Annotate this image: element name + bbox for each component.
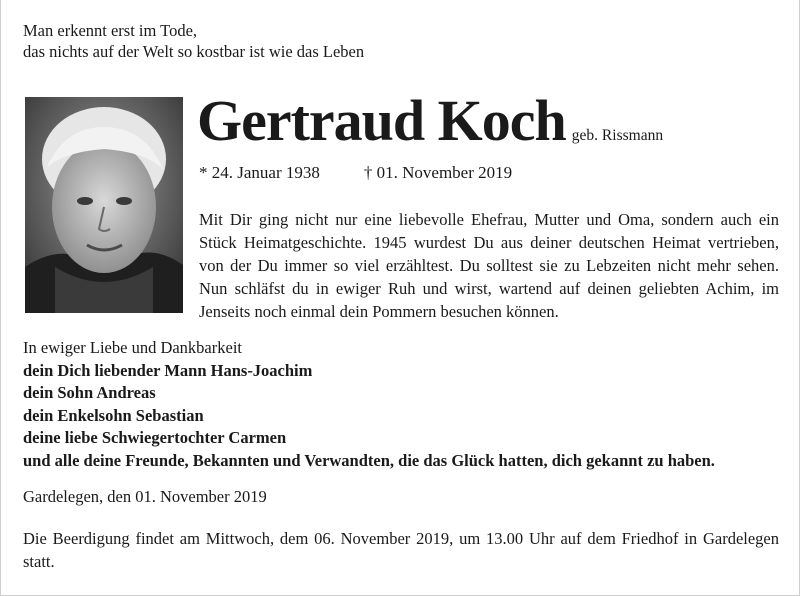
quote-line-1: Man erkennt erst im Tode, xyxy=(23,21,198,40)
funeral-notice: Die Beerdigung findet am Mittwoch, dem 06. November 2019, um 13.00 Uhr auf dem Friedhof in Gardelegen statt. xyxy=(23,529,779,571)
mourner-line: deine liebe Schwiegertochter Carmen xyxy=(23,428,287,447)
place-and-date: Gardelegen, den 01. November 2019 xyxy=(23,487,267,506)
mourner-line: dein Sohn Andreas xyxy=(23,383,156,402)
mourner-line: dein Enkelsohn Sebastian xyxy=(23,405,204,425)
life-dates xyxy=(199,163,512,183)
mourner-line: dein Dich liebender Mann Hans-Joachim xyxy=(23,360,313,380)
mourners-list xyxy=(23,337,715,472)
memorial-quote xyxy=(23,20,364,62)
mourner-line: und alle deine Freunde, Bekannten und Verwandten, die das Glück hatten, dich gekannt zu haben. xyxy=(23,450,715,470)
biography-text: Mit Dir ging nicht nur eine liebevolle Ehefrau, Mutter und Oma, sondern auch ein Stück Heimatgeschichte. 1945 wurdest Du aus deiner deutschen Heimat vertrieben, von der Du immer so viel erzähltest. Du solltest sie zu Lebzeiten nicht mehr sehen. Nun schläfst du in ewiger Ruh und wirst, wartend auf deinen geliebten Achim, im Jenseits noch einmal dein Pommern besuchen können. xyxy=(199,210,779,321)
name-heading xyxy=(197,86,663,156)
deceased-name: Gertraud Koch xyxy=(197,88,566,153)
mourners-intro: In ewiger Liebe und Dankbarkeit xyxy=(23,338,242,357)
quote-line-2: das nichts auf der Welt so kostbar ist wie das Leben xyxy=(23,42,365,61)
birth-name: geb. Rissmann xyxy=(571,127,664,144)
birth-date: * 24. Januar 1938 xyxy=(199,163,320,182)
death-date: † 01. November 2019 xyxy=(363,163,513,182)
portrait-photo xyxy=(25,97,183,313)
